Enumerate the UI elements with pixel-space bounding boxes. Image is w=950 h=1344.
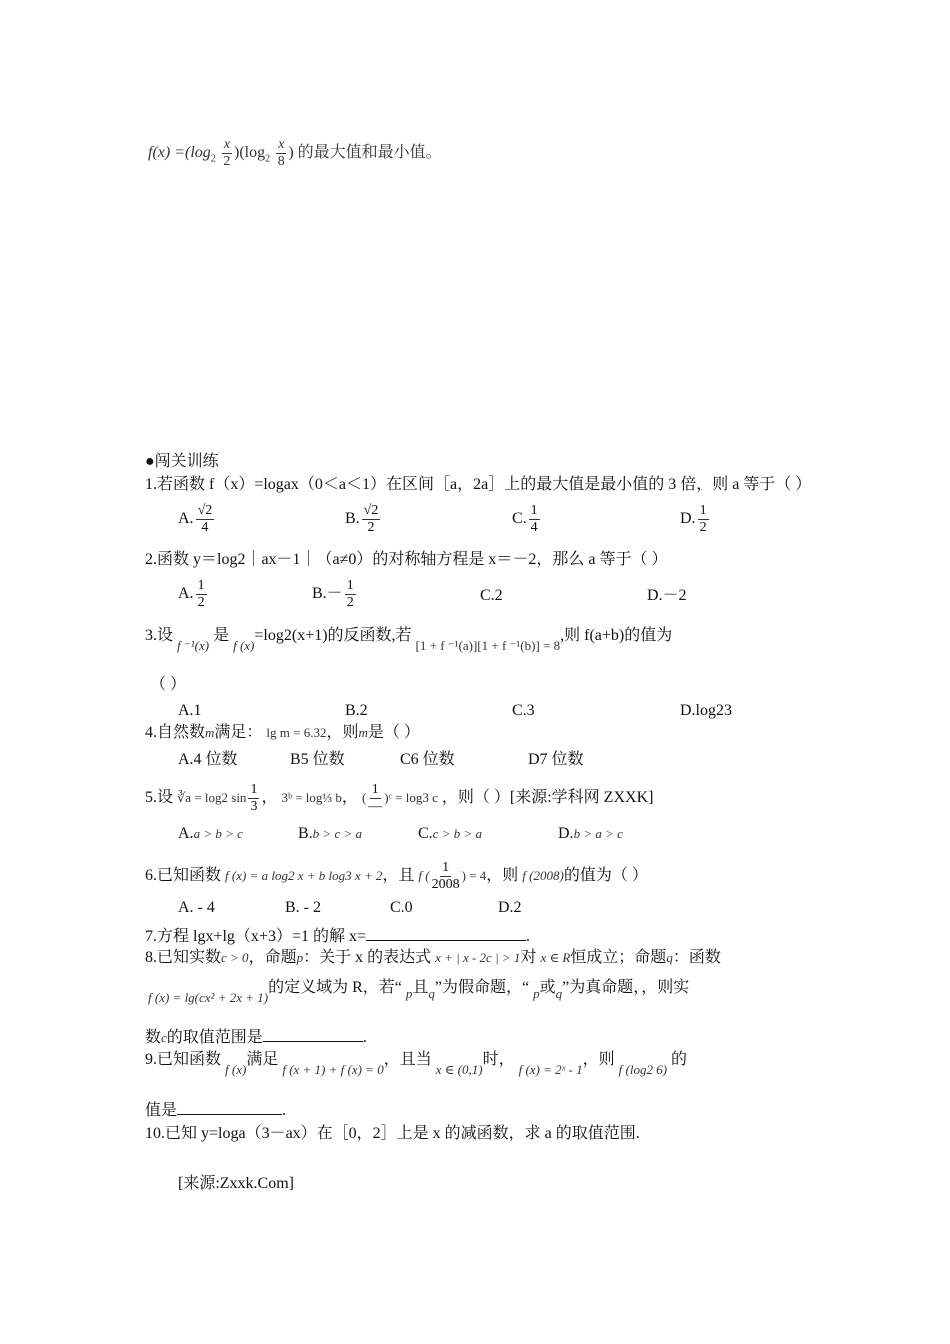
q5-option-b: B.b > c > a xyxy=(298,825,362,842)
q1-option-d: D. $\frac{1}{2}$ xyxy=(680,503,707,535)
q3-option-b: B.2 xyxy=(345,702,368,719)
q5-option-a: A.a > b > c xyxy=(178,825,243,842)
q7-answer-blank[interactable] xyxy=(366,924,526,941)
q9-answer-blank[interactable] xyxy=(177,1098,282,1115)
q1-text: 1.若函数 f（x）=logax（0＜a＜1）在区间［a，2a］上的最大值是最小值的 3 倍，则 a 等于（ ） xyxy=(145,476,812,493)
q2-text: 2.函数 y＝log2｜ax－1｜（a≠0）的对称轴方程是 x＝－2，那么 a 等于（ ） xyxy=(145,551,668,568)
q1-option-b: B. $\frac{√2}{2}$ xyxy=(345,503,379,535)
q4-option-a: A.4 位数 xyxy=(178,751,238,768)
q4-option-b: B5 位数 xyxy=(290,751,345,768)
q10-text: 10.已知 y=loga（3－ax）在［0，2］上是 x 的减函数，求 a 的取值范围. xyxy=(145,1125,640,1142)
frac-x-8: $\frac{x}{8}$ xyxy=(277,137,285,169)
q6-line: 6.已知函数 f (x) = a log2 x + b log3 x + 2，且 f ( $\frac{1}{2008}$ ) = 4，则 f (2008)的值为（ ） xyxy=(145,860,648,892)
q3-paren: （ ） xyxy=(150,676,187,693)
intro-text: 的最大值和最小值。 xyxy=(297,144,442,162)
q6-option-c: C.0 xyxy=(390,899,413,916)
q9-line2: 值是 . xyxy=(145,1098,286,1121)
q2-option-b: B.－ $\frac{1}{2}$ xyxy=(312,578,354,610)
q8-answer-blank[interactable] xyxy=(263,1025,363,1042)
q8-line1: 8.已知实数c > 0，命题p：关于 x 的表达式 x + | x - 2c | > 1对 x ∈ R恒成立；命题q：函数 xyxy=(145,949,721,966)
q3-option-c: C.3 xyxy=(512,702,535,719)
q2-option-a: A. $\frac{1}{2}$ xyxy=(178,578,205,610)
section-title: ●闯关训练 xyxy=(145,453,219,470)
q5-option-c: C.c > b > a xyxy=(418,825,482,842)
q1-option-a: A. $\frac{√2}{4}$ xyxy=(178,503,213,535)
q3-option-a: A.1 xyxy=(178,702,202,719)
source-note: [来源:Zxxk.Com] xyxy=(178,1175,294,1192)
q4-line: 4.自然数m满足： lg m = 6.32，则m是（ ） xyxy=(145,724,420,741)
intro-line: $f(x) =(\log_2$ $\frac{x}{2}$ )($\log_2$ $\frac{x}{8}$ ) 的最大值和最小值。 xyxy=(148,137,442,169)
intro-formula-prefix: f(x) =(log xyxy=(148,144,211,162)
q9-line1: 9.已知函数 $_{f (x)}$满足 $_{f (x + 1) + f (x) = 0}$，且当 $_{x \in (0,1)}$时， $_{f (x) = 2ˣ - 1}$，则 $_{f (log2 6)}$ 的 xyxy=(145,1051,688,1077)
q3-option-d: D.log23 xyxy=(680,702,732,719)
q4-option-c: C6 位数 xyxy=(400,751,455,768)
frac-x-2: $\frac{x}{2}$ xyxy=(223,137,231,169)
q6-option-b: B. - 2 xyxy=(285,899,321,916)
q5-line: 5.设 ∛a = log2 sin $\frac{1}{3}$ ， 3ᵇ = log⅓ b， ( $\frac{1}{—}$ )ᶜ = log3 c ，则（ ）[来源:学科网 ZXXK] xyxy=(145,782,654,814)
q8-line3: 数c的取值范围是 . xyxy=(145,1025,367,1048)
q3-line: 3.设 $_{f ^{-1}(x)}$ 是 $_{f (x)}$=log2(x+1)的反函数,若 $_{[1 + f ^{-1}(a)][1 + f ^{-1}(b)] = 8}$,则 f(a+b)的值为 xyxy=(145,627,673,653)
q1-option-c: C. $\frac{1}{4}$ xyxy=(512,503,538,535)
q5-option-d: D.b > a > c xyxy=(558,825,623,842)
log-base: 2 xyxy=(210,153,216,165)
q6-option-d: D.2 xyxy=(498,899,522,916)
q7-line: 7.方程 lgx+lg（x+3）=1 的解 x= . xyxy=(145,924,530,947)
q8-line2: $_{f (x) = lg(cx^2 + 2x + 1)}$的定义域为 R，若“ $_p$且$_q$”为假命题，“ $_p$或$_q$”为真命题，，则实 xyxy=(148,979,690,1005)
q2-option-c: C.2 xyxy=(480,587,503,604)
q4-option-d: D7 位数 xyxy=(528,751,584,768)
q6-option-a: A. - 4 xyxy=(178,899,215,916)
q2-option-d: D.－2 xyxy=(647,587,687,604)
